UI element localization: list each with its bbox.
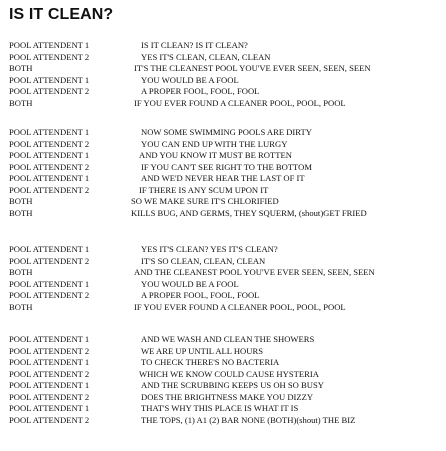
dialogue-line <box>9 127 445 139</box>
speaker-name: BOTH <box>9 196 33 206</box>
dialogue-line <box>9 302 445 314</box>
lyric-text: A PROPER FOOL, FOOL, FOOL <box>141 290 260 300</box>
lyric-text: IS IT CLEAN? IS IT CLEAN? <box>141 40 248 50</box>
lyric-text: IT'S THE CLEANEST POOL YOU'VE EVER SEEN, SEEN, SEEN <box>134 63 371 73</box>
dialogue-line <box>9 403 445 415</box>
speaker-name: POOL ATTENDENT 1 <box>9 334 90 344</box>
lyric-text: YOU WOULD BE A FOOL <box>141 278 239 289</box>
dialogue-line <box>9 244 445 256</box>
lyric-text: THAT'S WHY THIS PLACE IS WHAT IT IS <box>141 403 299 413</box>
speaker-name: POOL ATTENDENT 2 <box>9 161 90 172</box>
dialogue-line <box>9 86 445 98</box>
dialogue-line <box>9 279 445 291</box>
lyric-text: A PROPER FOOL, FOOL, FOOL <box>141 86 260 96</box>
speaker-name: BOTH <box>9 63 33 73</box>
dialogue-line <box>9 40 445 52</box>
speaker-name: POOL ATTENDENT 1 <box>9 357 90 367</box>
dialogue-line <box>9 173 445 185</box>
dialogue-line <box>9 162 445 174</box>
lyric-text: DOES THE BRIGHTNESS MAKE YOU DIZZY <box>141 391 314 402</box>
lyric-text: IF YOU CAN'T SEE RIGHT TO THE BOTTOM <box>141 161 312 172</box>
lyric-text: YES IT'S CLEAN? YES IT'S CLEAN? <box>141 244 278 254</box>
lyric-text: AND THE SCRUBBING KEEPS US OH SO BUSY <box>141 380 324 390</box>
lyric-text: IF YOU EVER FOUND A CLEANER POOL, POOL, POOL <box>134 97 346 108</box>
speaker-name: POOL ATTENDENT 2 <box>9 368 90 379</box>
dialogue-line <box>9 185 445 197</box>
dialogue-line <box>9 75 445 87</box>
speaker-name: POOL ATTENDENT 2 <box>9 345 90 356</box>
lyric-text: AND THE CLEANEST POOL YOU'VE EVER SEEN, SEEN, SEEN <box>134 267 375 277</box>
speaker-name: POOL ATTENDENT 1 <box>9 380 90 390</box>
speaker-name: BOTH <box>9 267 33 277</box>
dialogue-line <box>9 357 445 369</box>
stanza <box>9 334 445 426</box>
dialogue-line <box>9 139 445 151</box>
speaker-name: POOL ATTENDENT 2 <box>9 255 90 266</box>
speaker-name: BOTH <box>9 301 33 312</box>
dialogue-line <box>9 392 445 404</box>
speaker-name: POOL ATTENDENT 1 <box>9 40 90 50</box>
lyric-text: TO CHECK THERE'S NO BACTERIA <box>141 357 280 367</box>
speaker-name: POOL ATTENDENT 1 <box>9 278 90 289</box>
dialogue-line <box>9 334 445 346</box>
speaker-name: POOL ATTENDENT 1 <box>9 74 90 85</box>
stanza <box>9 244 445 313</box>
speaker-name: BOTH <box>9 207 33 218</box>
speaker-name: POOL ATTENDENT 1 <box>9 127 90 137</box>
dialogue-line <box>9 380 445 392</box>
dialogue-line <box>9 369 445 381</box>
lyric-text: YOU CAN END UP WITH THE LURGY <box>141 138 288 149</box>
page-title: IS IT CLEAN? <box>9 6 114 23</box>
lyric-text: IT'S SO CLEAN, CLEAN, CLEAN <box>141 255 266 266</box>
speaker-name: POOL ATTENDENT 2 <box>9 414 90 425</box>
lyric-text: SO WE MAKE SURE IT'S CHLORIFIED <box>131 196 279 206</box>
speaker-name: POOL ATTENDENT 1 <box>9 244 90 254</box>
dialogue-line <box>9 63 445 75</box>
lyric-text: YES IT'S CLEAN, CLEAN, CLEAN <box>141 51 271 62</box>
speaker-name: POOL ATTENDENT 1 <box>9 403 90 413</box>
stanza <box>9 40 445 109</box>
lyric-text: YOU WOULD BE A FOOL <box>141 74 239 85</box>
speaker-name: POOL ATTENDENT 2 <box>9 86 90 96</box>
dialogue-line <box>9 196 445 208</box>
speaker-name: POOL ATTENDENT 2 <box>9 391 90 402</box>
speaker-name: POOL ATTENDENT 2 <box>9 51 90 62</box>
speaker-name: POOL ATTENDENT 2 <box>9 184 90 195</box>
lyric-text: THE TOPS, (1) A1 (2) BAR NONE (BOTH)(shout) THE BIZ <box>141 414 356 425</box>
lyric-text: AND YOU KNOW IT MUST BE ROTTEN <box>139 150 292 160</box>
dialogue-line <box>9 52 445 64</box>
speaker-name: POOL ATTENDENT 1 <box>9 173 90 183</box>
lyric-text: NOW SOME SWIMMING POOLS ARE DIRTY <box>141 127 312 137</box>
lyric-text: AND WE'D NEVER HEAR THE LAST OF IT <box>141 173 305 183</box>
dialogue-line <box>9 415 445 427</box>
dialogue-line <box>9 267 445 279</box>
lyric-text: IF YOU EVER FOUND A CLEANER POOL, POOL, POOL <box>134 301 346 312</box>
dialogue-line <box>9 256 445 268</box>
lyric-text: KILLS BUG, AND GERMS, THEY SQUERM, (shout)GET FRIED <box>131 207 367 218</box>
dialogue-line <box>9 346 445 358</box>
lyric-text: WHICH WE KNOW COULD CAUSE HYSTERIA <box>139 368 319 379</box>
lyric-text: AND WE WASH AND CLEAN THE SHOWERS <box>141 334 315 344</box>
speaker-name: BOTH <box>9 97 33 108</box>
lyric-text: IF THERE IS ANY SCUM UPON IT <box>139 184 269 195</box>
dialogue-line <box>9 150 445 162</box>
stanza <box>9 127 445 219</box>
speaker-name: POOL ATTENDENT 1 <box>9 150 90 160</box>
dialogue-line <box>9 208 445 220</box>
speaker-name: POOL ATTENDENT 2 <box>9 290 90 300</box>
dialogue-line <box>9 290 445 302</box>
speaker-name: POOL ATTENDENT 2 <box>9 138 90 149</box>
dialogue-line <box>9 98 445 110</box>
lyric-text: WE ARE UP UNTIL ALL HOURS <box>141 345 263 356</box>
